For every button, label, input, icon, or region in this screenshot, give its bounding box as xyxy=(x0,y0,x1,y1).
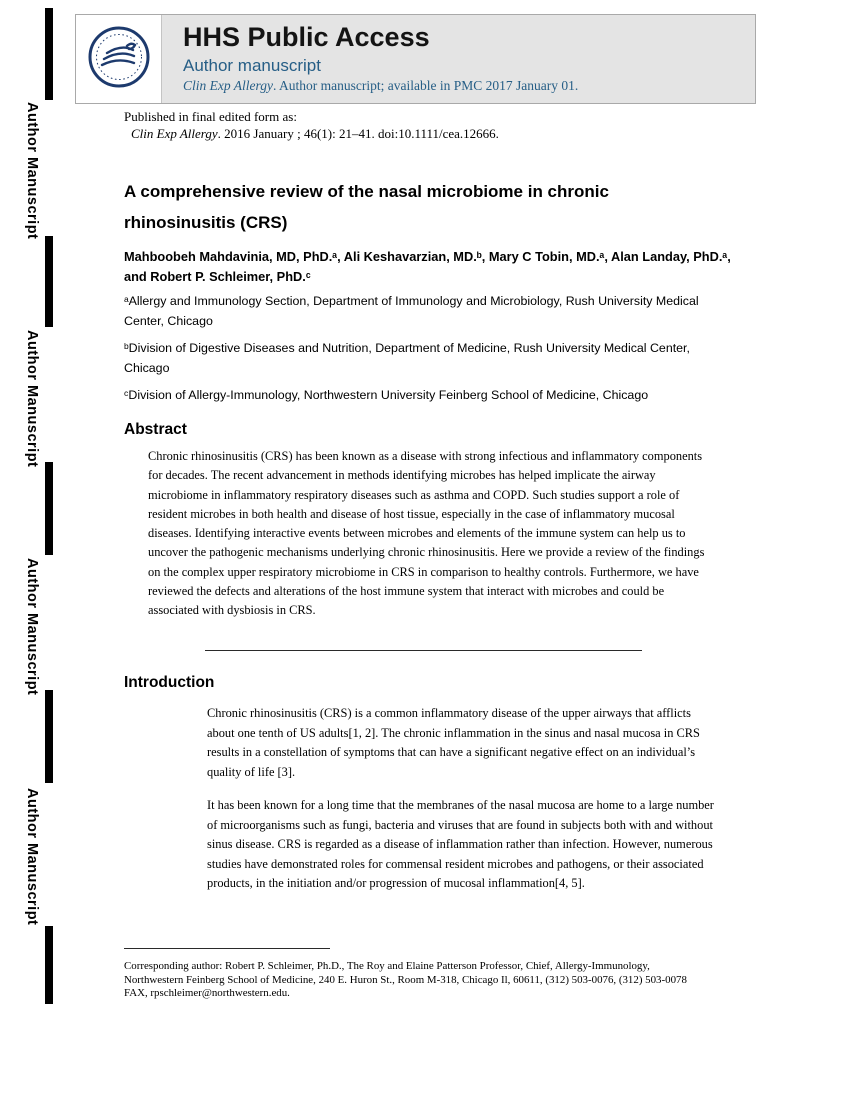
footnote-text: Corresponding author: Robert P. Schleimer, Ph.D., The Roy and Elaine Patterson Professor, Chief, Allergy-Immunology, Northwestern Feinberg School of Medicine, 240 E. Huron St., Room M-318, Chicago Il, 60611, (312) 503-0076, (312) 503-0078 FAX, rpschleimer@northwestern.edu. xyxy=(124,960,687,1000)
banner-text-block xyxy=(162,15,578,103)
published-as-citation xyxy=(131,126,499,142)
intro-paragraph-1: Chronic rhinosinusitis (CRS) is a common inflammatory disease of the upper airways that afflicts about one tenth of US adults[1, 2]. The chronic inflammation in the sinus and nasal mucosa in CRS results in a constellation of symptoms that can have a significant negative effect on an individual’s quality of life [3]. xyxy=(207,706,700,779)
watermark-text: Author Manuscript xyxy=(24,330,40,468)
abstract-heading: Abstract xyxy=(124,421,187,438)
watermark-bar xyxy=(45,926,53,1004)
banner-title: HHS Public Access xyxy=(183,22,430,52)
watermark-bar xyxy=(45,462,53,555)
author-list: Mahboobeh Mahdavinia, MD, PhD.ᵃ, Ali Keshavarzian, MD.ᵇ, Mary C Tobin, MD.ᵃ, Alan Landay, PhD.ᵃ, and Robert P. Schleimer, PhD.ᶜ xyxy=(124,249,731,284)
banner-citation-rest: . Author manuscript; available in PMC 2017 January 01. xyxy=(273,78,579,93)
hhs-banner xyxy=(75,14,756,104)
banner-citation xyxy=(183,78,578,94)
watermark-text: Author Manuscript xyxy=(24,102,40,240)
watermark-text: Author Manuscript xyxy=(24,558,40,696)
watermark-text: Author Manuscript xyxy=(24,788,40,926)
introduction-heading: Introduction xyxy=(124,674,215,691)
hhs-seal-icon xyxy=(87,25,151,94)
affiliation-c: ᶜDivision of Allergy-Immunology, Northwestern University Feinberg School of Medicine, Chicago xyxy=(124,388,649,402)
footnote-rule xyxy=(124,948,330,949)
abstract-body: Chronic rhinosinusitis (CRS) has been known as a disease with strong infectious and inflammatory components for decades. The recent advancement in methods identifying microbes has helped implicate the airway microbiome in inflammatory respiratory diseases such as asthma and COPD. Such studies support a role of resident microbes in both health and disease of host tissue, especially in the case of inflammatory mucosal diseases. Identifying interactive events between microbes and elements of the immune system can help us to uncover the pathogenic mechanisms underlying chronic rhinosinusitis. Here we provide a review of the findings on the complex upper respiratory microbiome in CRS in comparison to healthy controls. Furthermore, we have reviewed the defects and alterations of the host immune system that interact with microbes and could be associated with dysbiosis in CRS. xyxy=(148,449,705,618)
intro-paragraph-2: It has been known for a long time that the membranes of the nasal mucosa are home to a large number of microorganisms such as fungi, bacteria and viruses that are found in subjects both with and without sinus disease. CRS is regarded as a disease of inflammation rather than infection. However, numerous studies have demonstrated roles for commensal resident microbes and pathogens, or their associated products, in the initiation and/or progression of mucosal inflammation[4, 5]. xyxy=(207,798,714,891)
watermark-bar xyxy=(45,8,53,100)
affiliation-b: ᵇDivision of Digestive Diseases and Nutrition, Department of Medicine, Rush University Medical Center, Chicago xyxy=(124,341,690,375)
section-divider xyxy=(205,650,642,651)
affiliation-a: ᵃAllergy and Immunology Section, Department of Immunology and Microbiology, Rush University Medical Center, Chicago xyxy=(124,294,699,328)
hhs-logo-box xyxy=(76,15,162,103)
article-title: A comprehensive review of the nasal microbiome in chronic rhinosinusitis (CRS) xyxy=(124,182,609,232)
published-as-rest: . 2016 January ; 46(1): 21–41. doi:10.1111/cea.12666. xyxy=(217,126,499,141)
watermark-bar xyxy=(45,690,53,783)
banner-subtitle: Author manuscript xyxy=(183,56,321,75)
published-as-label: Published in final edited form as: xyxy=(124,109,297,124)
published-as-journal: Clin Exp Allergy xyxy=(131,126,218,141)
banner-citation-journal: Clin Exp Allergy xyxy=(183,78,273,93)
watermark-bar xyxy=(45,236,53,327)
